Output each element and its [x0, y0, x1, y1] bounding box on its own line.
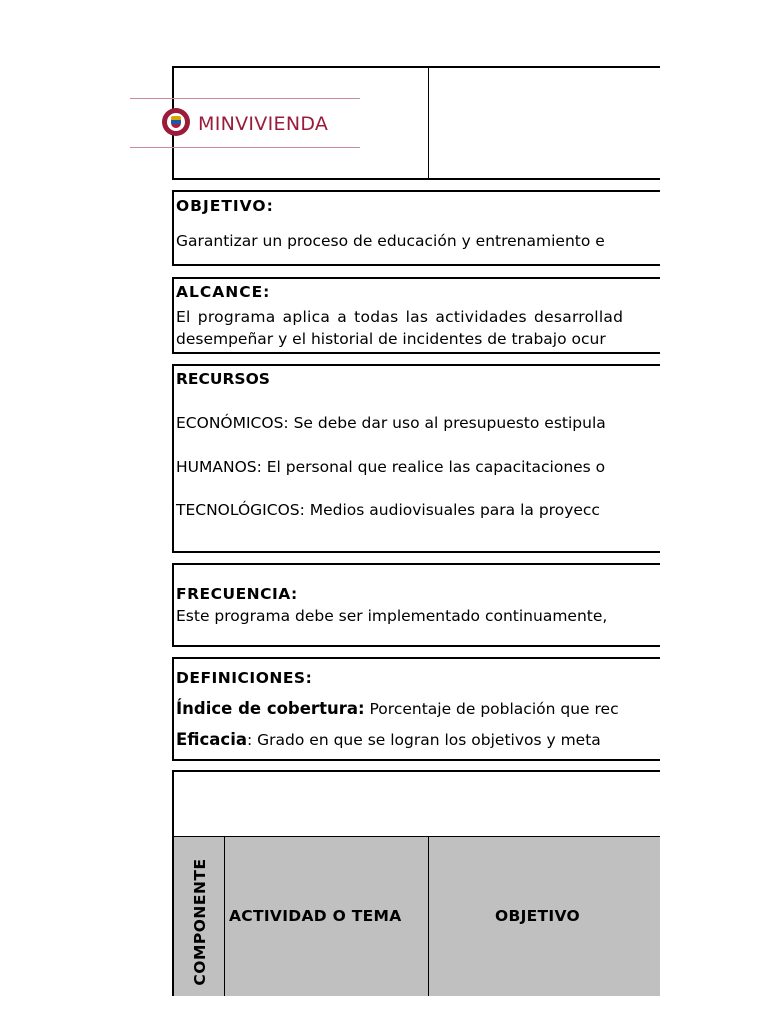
eficacia-term: Eficacia: [176, 730, 247, 749]
table-header-top-border: [174, 836, 660, 837]
recursos-humanos: HUMANOS: El personal que realice las capacitaciones o: [176, 458, 606, 476]
indice-text: Porcentaje de población que rec: [364, 700, 619, 718]
column-componente-label: COMPONENTE: [191, 858, 209, 986]
logo-text: MINVIVIENDA: [198, 113, 329, 135]
logo-bottom-line: [130, 147, 360, 148]
column-divider-2: [428, 837, 429, 996]
activities-table: [172, 770, 660, 996]
definicion-indice: [176, 700, 619, 718]
recursos-economicos: ECONÓMICOS: Se debe dar uso al presupuesto estipula: [176, 414, 606, 432]
objetivo-text: Garantizar un proceso de educación y entrenamiento e: [176, 232, 605, 250]
definicion-eficacia: [176, 731, 601, 749]
definiciones-section: [172, 657, 660, 761]
column-objetivo-label: OBJETIVO: [495, 907, 580, 925]
eficacia-text: : Grado en que se logran los objetivos y meta: [247, 731, 601, 749]
alcance-title: ALCANCE:: [176, 283, 271, 301]
logo-top-line: [130, 98, 360, 99]
header-divider: [428, 68, 429, 178]
frecuencia-section: [172, 563, 660, 647]
coat-of-arms-icon: [162, 108, 190, 136]
alcance-section: [172, 277, 660, 354]
minvivienda-logo: [130, 98, 360, 148]
column-divider-1: [224, 837, 225, 996]
frecuencia-text: Este programa debe ser implementado continuamente,: [176, 607, 608, 625]
objetivo-section: [172, 190, 660, 266]
objetivo-title: OBJETIVO:: [176, 197, 274, 215]
recursos-section: [172, 364, 660, 553]
definiciones-title: DEFINICIONES:: [176, 669, 313, 687]
alcance-line-1: El programa aplica a todas las actividades desarrollad: [176, 308, 624, 326]
column-actividad-label: ACTIVIDAD O TEMA: [229, 907, 402, 925]
indice-term: Índice de cobertura:: [176, 699, 365, 718]
frecuencia-title: FRECUENCIA:: [176, 585, 298, 603]
recursos-title: RECURSOS: [176, 370, 270, 388]
alcance-line-2: desempeñar y el historial de incidentes de trabajo ocur: [176, 330, 606, 348]
recursos-tecnologicos: TECNOLÓGICOS: Medios audiovisuales para la proyecc: [176, 501, 600, 519]
column-componente: [174, 837, 224, 996]
